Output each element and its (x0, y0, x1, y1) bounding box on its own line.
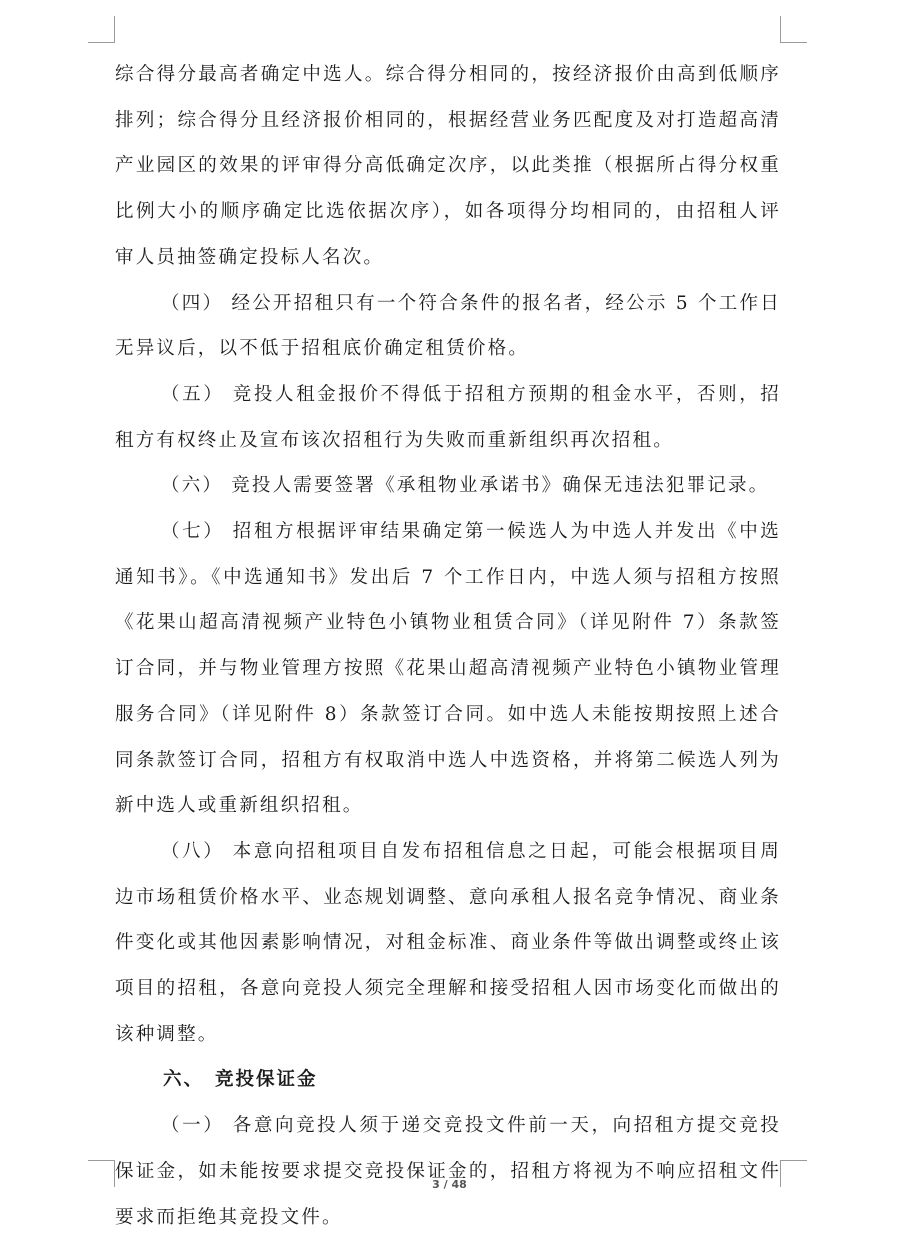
page-number: 3 / 48 (432, 1178, 467, 1191)
paragraph-item-4: （四） 经公开招租只有一个符合条件的报名者，经公示 5 个工作日无异议后，以不低于招租底价确定租赁价格。 (115, 292, 781, 360)
section-heading-number: 六、 (163, 1069, 205, 1091)
paragraph-continued: 综合得分最高者确定中选人。综合得分相同的，按经济报价由高到低顺序排列；综合得分且经济报价相同的，根据经营业务匹配度及对打造超高清产业园区的效果的评审得分高低确定次序，以此类推（根据所占得分权重比例大小的顺序确定比选依据次序），如各项得分均相同的，由招租人评审人员抽签确定投标人名次。 (115, 64, 781, 268)
crop-mark-top-right (780, 16, 807, 43)
crop-mark-top-left (88, 16, 115, 43)
section-heading-title: 竞投保证金 (215, 1069, 318, 1091)
document-body (115, 52, 781, 1240)
paragraph-item-7: （七） 招租方根据评审结果确定第一候选人为中选人并发出《中选通知书》。《中选通知书》发出后 7 个工作日内，中选人须与招租方按照《花果山超高清视频产业特色小镇物业租赁合同》（详见附件 7）条款签订合同，并与物业管理方按照《花果山超高清视频产业特色小镇物业管理服务合同》（详见附件 8）条款签订合同。如中选人未能按期按照上述合同条款签订合同，招租方有权取消中选人中选资格，并将第二候选人列为新中选人或重新组织招租。 (115, 521, 781, 817)
paragraph-deposit-item-1: （一） 各意向竞投人须于递交竞投文件前一天，向招租方提交竞投保证金，如未能按要求提交竞投保证金的，招租方将视为不响应招租文件要求而拒绝其竞投文件。 (115, 1115, 781, 1228)
section-heading (115, 1057, 781, 1103)
paragraph-item-8: （八） 本意向招租项目自发布招租信息之日起，可能会根据项目周边市场租赁价格水平、业态规划调整、意向承租人报名竞争情况、商业条件变化或其他因素影响情况，对租金标准、商业条件等做出调整或终止该项目的招租，各意向竞投人须完全理解和接受招租人因市场变化而做出的该种调整。 (115, 840, 781, 1045)
paragraph-item-6: （六） 竞投人需要签署《承租物业承诺书》确保无违法犯罪记录。 (161, 475, 770, 497)
paragraph-item-5: （五） 竞投人租金报价不得低于招租方预期的租金水平，否则，招租方有权终止及宣布该次招租行为失败而重新组织再次招租。 (115, 383, 781, 451)
